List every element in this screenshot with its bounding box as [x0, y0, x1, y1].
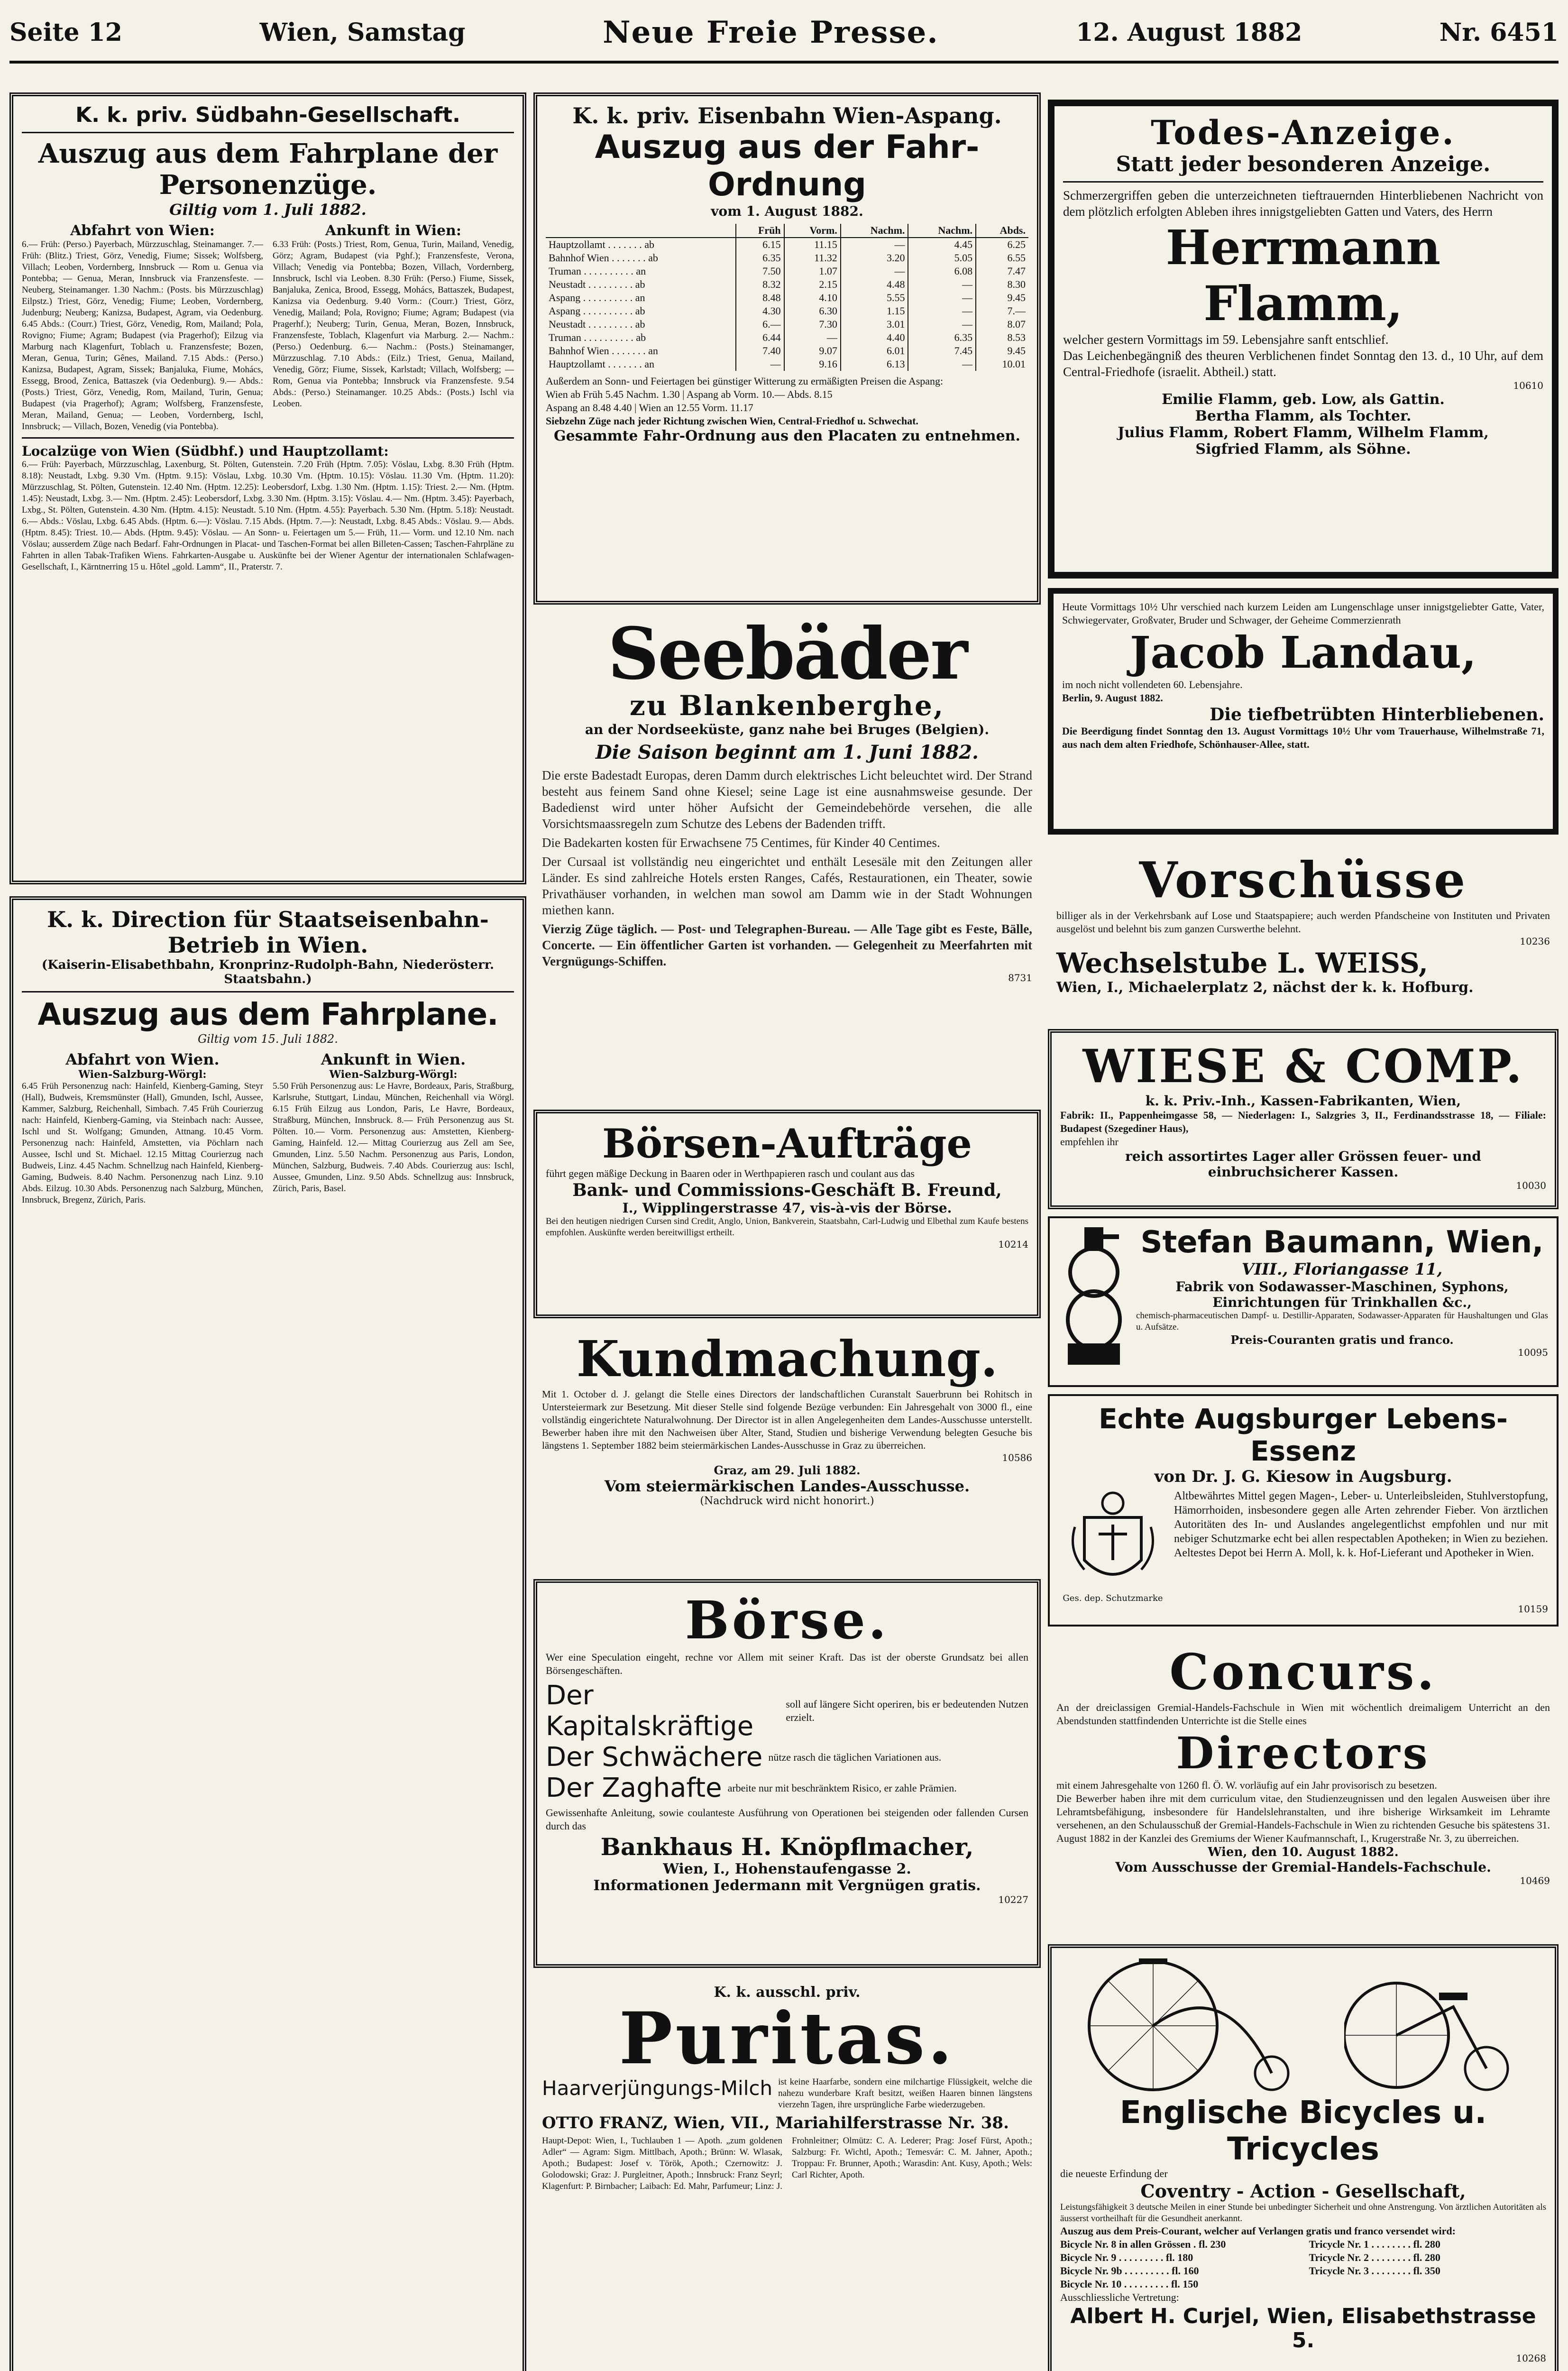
- boerse-ad: [533, 1579, 1041, 1968]
- aspang-col-header: Nachm.: [841, 224, 908, 238]
- boersen-auftraege-ad: [533, 1110, 1041, 1318]
- staatsbahn-arr-text: 5.50 Früh Personenzug aus: Le Havre, Bordeaux, Paris, Straßburg, Karlsruhe, Stuttgart, Lindau, München, Reichenhall via Wörgl. 6.15 Früh Eilzug aus London, Paris, Le Havre, Bordeaux, Straßburg, München, Innsbruck. 8.— Früh Personenzug aus St. Pölten. 10.— Vorm. Personenzug aus: Amstetten, Kienberg-Gaming, Hainfeld. 12.— Mittag Courierzug aus Zell am See, Gmunden, Linz. 5.50 Nachm. Personenzug aus Paris, London, München, Salzburg, Budweis. 7.40 Abds. Courierzug aus: Ischl, Aussee, Gmunden, Linz. 9.50 Abds. Schnellzug aus: Innsbruck, Zürich, Paris, Basel.: [273, 1081, 514, 1194]
- list-item: Bicycle Nr. 8 in allen Grössen . fl. 230: [1060, 2238, 1226, 2250]
- table-cell: 8.53: [976, 331, 1028, 344]
- table-cell: —: [841, 238, 908, 251]
- table-row: [546, 318, 1028, 331]
- concurs-p3: Die Bewerber haben ihre mit dem curriculum vitae, den Studienzeugnissen und den legalen Ausweisen über ihre Lehramtsbefähigung, insbesondere für Handelslehranstalten, und ihre bisherige Wirksamkeit im Lehramte versehenen, an den Schulausschuß der Gremial-Handels-Fachschule in Wien zu richtenden Gesuche bis spätestens 31. August 1882 in der Kanzlei des Gremiums der Wiener Kaufmannschaft, I., Krugerstraße Nr. 3, zu überreichen.: [1056, 1792, 1550, 1844]
- baumann-title: Stefan Baumann, Wien,: [1140, 1225, 1544, 1260]
- todes-s3: Julius Flamm, Robert Flamm, Wilhelm Flamm,: [1118, 424, 1489, 441]
- table-row: [546, 251, 1028, 265]
- vorschuesse-addr: Wien, I., Michaelerplatz 2, nächst der k. k. Hofburg.: [1056, 979, 1474, 996]
- seebaeder-p1: Die erste Badestadt Europas, deren Damm durch elektrisches Licht beleuchtet wird. Der Strand besteht aus feinem Sand ohne Kiesel; seine Lage ist eine ausnahmsweise gesunde. Der Badedienst wird unter höher Aufsicht der Gemeindebehörde versehen, die alle Vorsichtsmaassregeln zum Schutze des Lebens der Badenden trifft.: [542, 768, 1032, 831]
- table-cell: 6.30: [784, 304, 841, 318]
- todes-name: Herrmann Flamm,: [1165, 220, 1441, 331]
- concurs-sign: Vom Ausschusse der Gremial-Handels-Fachschule.: [1115, 1859, 1491, 1875]
- todes-s1: Emilie Flamm, geb. Low, als Gattin.: [1162, 391, 1445, 408]
- table-row: [546, 344, 1028, 358]
- list-item: Bicycle Nr. 9 . . . . . . . . . fl. 180: [1060, 2252, 1193, 2263]
- puritas-priv: K. k. ausschl. priv.: [714, 1984, 861, 2001]
- wiese-l2: Fabrik: II., Pappenheimgasse 58, — Niederlagen: I., Salzgries 3, II., Ferdinandsstrasse 18, — Filiale: Budapest (Szegediner Haus),: [1060, 1109, 1546, 1134]
- kiesow-by: von Dr. J. G. Kiesow in Augsburg.: [1154, 1467, 1452, 1486]
- table-cell: 7.47: [976, 265, 1028, 278]
- staatsbahn-arr-title: Ankunft in Wien.: [321, 1050, 466, 1068]
- boerse-num: 10227: [998, 1894, 1028, 1905]
- table-cell: 9.45: [976, 291, 1028, 304]
- kundmachung-ad: [533, 1323, 1041, 1570]
- kiesow-text: Altbewährtes Mittel gegen Magen-, Leber- u. Unterleibsleiden, Stuhlverstopfung, Hämorrhoiden, insbesondere gegen alle Arten zehrender Fieber. Von ärztlichen Autoritäten des In- und Auslandes angelegentlichst empfohlen und nur mit nebiger Schutzmarke echt bei allen respectablen Apotheken; in Wien zu beziehen. Aeltestes Depot bei Herrn A. Moll, k. k. Hof-Lieferant und Apotheker in Wien.: [1174, 1490, 1548, 1559]
- issue-number: Nr. 6451: [1439, 18, 1559, 47]
- table-cell: —: [908, 304, 976, 318]
- table-cell: —: [908, 318, 976, 331]
- kundmachung-sign2: Vom steiermärkischen Landes-Ausschusse.: [604, 1477, 970, 1495]
- vorschuesse-firm: Wechselstube L. WEISS,: [1056, 947, 1428, 979]
- boerse-k2t: nütze rasch die täglichen Variationen aus.: [768, 1751, 942, 1763]
- vorschuesse-text: billiger als in der Verkehrsbank auf Lose und Staatspapiere; auch werden Pfandscheine von Instituten und Privaten ausgelöst und belehnt bis zum ganzen Curswerthe belehnt.: [1056, 910, 1550, 935]
- kiesow-ad: [1048, 1394, 1559, 1627]
- table-cell: 11.32: [784, 251, 841, 265]
- tricycle-icon: [1344, 1955, 1524, 2094]
- suedbahn-company: K. k. priv. Südbahn-Gesellschaft.: [75, 103, 460, 127]
- table-cell: Bahnhof Wien . . . . . . . an: [549, 345, 658, 357]
- staatsbahn-dep-title: Abfahrt von Wien.: [65, 1050, 220, 1068]
- table-row: [546, 304, 1028, 318]
- baumann-l1: Fabrik von Sodawasser-Maschinen, Syphons, Einrichtungen für Trinkhallen &c.,: [1175, 1279, 1509, 1310]
- seebaeder-title: Seebäder: [607, 612, 967, 696]
- suedbahn-local-title: Localzüge von Wien (Südbhf.) und Hauptzollamt:: [22, 443, 389, 459]
- bicycles-agent-head: Ausschliessliche Vertretung:: [1060, 2291, 1179, 2303]
- suedbahn-local-text: 6.— Früh: Payerbach, Mürzzuschlag, Laxenburg, St. Pölten, Gutenstein. 7.20 Früh (Hptm. 7.05): Vöslau, Lxbg. 8.30 Früh (Hptm. 8.18): Neustadt, Lxbg. 9.30 Vm. (Hptm. 9.15): Vöslau, Lxbg. 10.30 Vm. (Hptm. 10.15): Vöslau. 11.30 Vm. (Hptm. 11.20): Mürzzuschlag, St. Pölten, Gutenstein. 12.40 Nm. (Hptm. 12.25): Leobersdorf, Lxbg. 1.30 Nm. (Hptm. 1.15): Triest. 2.— Nm. (Hptm. 1.45): Neustadt, Lxbg. 3.— Nm. (Hptm. 2.45): Leobersdorf, Lxbg. 3.30 Nm. (Hptm. 3.15): Vöslau. 4.— Nm. (Hptm. 3.45): Payerbach, Lxbg., St. Pölten, Gutenstein. 4.30 Nm. (Hptm. 4.15): Neustadt. 5.10 Nm. (Hptm. 4.55): Payerbach. 5.30 Nm. (Hptm. 5.18): Neustadt. 6.— Abds.: Vöslau, Lxbg. 6.45 Abds. (Hptm. 6.—): Vöslau. 7.15 Abds. (Hptm. 7.—): Neustadt, Lxbg. 8.45 Abds.: Vöslau. 9.— Abds. (Hptm. 8.45): Triest. 10.— Abds. (Hptm. 9.45): Vöslau. — An Sonn- u. Feiertagen um 5.— Früh, 11.— Vorm. und 12.10 Nm. nach Vöslau; ausserdem Züge nach Bedarf. Fahr-Ordnungen in Placat- und Taschen-Format bei allen Billeten-Cassen; Taschen-Fahrpläne zu Fahrten in allen Tabak-Trafiken Wiens. Fahrkarten-Ausgabe u. Auskünfte bei der Wiener Agentur der internationalen Schlafwagen-Gesellschaft, I., Kärntnerring 15 u. Hôtel „gold. Lamm“, II., Praterstr. 7.: [22, 459, 514, 572]
- suedbahn-arr-title: Ankunft in Wien:: [325, 222, 461, 239]
- column-left: [9, 66, 526, 2371]
- bicycles-text: Leistungsfähigkeit 3 deutsche Meilen in einer Stunde bei unbedingter Sicherheit und ohne Anstrengung. Von ärztlichen Autoritäten als äusserst vortheilhaft für die Gesundheit anerkannt.: [1060, 2202, 1546, 2224]
- baumann-num: 10095: [1518, 1347, 1548, 1358]
- todes-anzeige: [1048, 100, 1559, 579]
- boerse-k1: Der Kapitalskräftige: [546, 1680, 754, 1742]
- table-cell: —: [908, 291, 976, 304]
- table-cell: 5.55: [841, 291, 908, 304]
- vorschuesse-num: 10236: [1520, 936, 1550, 947]
- table-cell: Neustadt . . . . . . . . . ab: [549, 318, 645, 330]
- table-cell: 1.15: [841, 304, 908, 318]
- table-cell: Neustadt . . . . . . . . . ab: [549, 278, 645, 290]
- boerse-k3: Der Zaghafte: [546, 1773, 722, 1803]
- aspang-col-header: Früh: [736, 224, 784, 238]
- aspang-col-header: Nachm.: [908, 224, 976, 238]
- table-cell: 4.48: [841, 278, 908, 291]
- todes-num: 10610: [1513, 380, 1543, 391]
- seebaeder-ad: [533, 612, 1041, 1105]
- todes-p3: Das Leichenbegängniß des theuren Verblichenen findet Sonntag den 13. d., 10 Uhr, auf dem Central-Friedhofe (israelit. Abtheil.) statt.: [1063, 349, 1543, 379]
- table-cell: 6.55: [976, 251, 1028, 265]
- table-row: [546, 238, 1028, 251]
- aspang-note2: Wien ab Früh 5.45 Nachm. 1.30 | Aspang ab Vorm. 10.— Abds. 8.15: [546, 388, 833, 400]
- table-cell: —: [736, 358, 784, 371]
- landau-name: Jacob Landau,: [1130, 627, 1476, 678]
- todes-p2: welcher gestern Vormittags im 59. Lebensjahre sanft entschlief.: [1063, 332, 1389, 347]
- baumann-l3: Preis-Couranten gratis und franco.: [1230, 1333, 1454, 1347]
- boerse-k1t: soll auf längere Sicht operiren, bis er bedeutenden Nutzen erzielt.: [786, 1698, 1028, 1723]
- boerse-title: Börse.: [685, 1590, 889, 1651]
- todes-sub: Statt jeder besonderen Anzeige.: [1116, 152, 1491, 176]
- seebaeder-p4: Vierzig Züge täglich. — Post- und Telegraphen-Bureau. — Alle Tage gibt es Feste, Bälle, Concerte. — Ein öffentlicher Garten ist vorhanden. — Gelegenheit zu Meerfahrten mit Vergnügungs-Schiffen.: [542, 922, 1032, 968]
- table-cell: 6.35: [908, 331, 976, 344]
- table-cell: 6.01: [841, 344, 908, 358]
- table-cell: 7.40: [736, 344, 784, 358]
- boerse-k2: Der Schwächere: [546, 1742, 763, 1773]
- column-middle: [533, 66, 1041, 2371]
- concurs-num: 10469: [1520, 1875, 1550, 1886]
- column-right: [1048, 66, 1559, 2371]
- boerse-k3t: arbeite nur mit beschränktem Risico, er zahle Prämien.: [727, 1782, 957, 1794]
- bicycles-num: 10268: [1516, 2353, 1546, 2364]
- bicycles-ad: [1048, 1944, 1559, 2371]
- concurs-p2: mit einem Jahresgehalte von 1260 fl. Ö. W. vorläufig auf ein Jahr provisorisch zu besetzen.: [1056, 1779, 1437, 1791]
- table-cell: 10.01: [976, 358, 1028, 371]
- bicycles-title: Englische Bicycles u. Tricycles: [1119, 2094, 1487, 2167]
- table-cell: 7.45: [908, 344, 976, 358]
- coat-of-arms-icon: [1058, 1489, 1167, 1593]
- table-cell: —: [908, 358, 976, 371]
- kundmachung-num: 10586: [1002, 1452, 1032, 1463]
- puritas-text: ist keine Haarfarbe, sondern eine milchartige Flüssigkeit, welche die nahezu wunderbare Kraft besitzt, weißen Haaren binnen längstens vierzehn Tagen, ihre ursprüngliche Farbe wiederzugeben.: [778, 2077, 1032, 2110]
- staatsbahn-heading: K. k. Direction für Staatseisenbahn-Betrieb in Wien.: [47, 907, 489, 958]
- puritas-maker: OTTO FRANZ, Wien, VII., Mariahilferstrasse Nr. 38.: [542, 2114, 1009, 2132]
- table-cell: 8.32: [736, 278, 784, 291]
- seebaeder-season: Die Saison beginnt am 1. Juni 1882.: [596, 741, 979, 763]
- concurs-title: Concurs.: [1169, 1643, 1437, 1701]
- baumann-addr: VIII., Floriangasse 11,: [1241, 1260, 1443, 1279]
- table-cell: 7.—: [976, 304, 1028, 318]
- table-cell: 7.50: [736, 265, 784, 278]
- staatsbahn-line: Wien-Salzburg-Wörgl:: [78, 1068, 207, 1081]
- list-item: Bicycle Nr. 9b . . . . . . . . . fl. 160: [1060, 2265, 1199, 2277]
- table-row: [546, 291, 1028, 304]
- table-cell: —: [841, 265, 908, 278]
- aspang-col-station: [546, 224, 736, 238]
- table-cell: 4.40: [841, 331, 908, 344]
- page-header: [9, 4, 1559, 64]
- page-number: Seite 12: [9, 18, 122, 47]
- list-item: Bicycle Nr. 10 . . . . . . . . . fl. 150: [1060, 2278, 1199, 2290]
- table-cell: 7.30: [784, 318, 841, 331]
- boersen-l2: Bank- und Commissions-Geschäft B. Freund,: [572, 1180, 1002, 1200]
- bicycles-agent: Albert H. Curjel, Wien, Elisabethstrasse 5.: [1070, 2304, 1536, 2353]
- seebaeder-sub: zu Blankenberghe,: [629, 689, 945, 722]
- table-cell: 5.05: [908, 251, 976, 265]
- concurs-p1: An der dreiclassigen Gremial-Handels-Fachschule in Wien mit wöchentlich dreimaligem Unterricht an den Abendstunden stattfindenden Unterrichte ist die Stelle eines: [1056, 1701, 1550, 1727]
- baumann-l2: chemisch-pharmaceutischen Dampf- u. Destillir-Apparaten, Sodawasser-Apparaten für Haushaltungen und Glas u. Aufsätze.: [1136, 1311, 1548, 1332]
- landau-anzeige: [1048, 588, 1559, 835]
- table-cell: 6.—: [736, 318, 784, 331]
- wiese-l3: empfehlen ihr: [1060, 1136, 1119, 1148]
- table-cell: 3.20: [841, 251, 908, 265]
- table-cell: 6.44: [736, 331, 784, 344]
- kiesow-num: 10159: [1518, 1603, 1548, 1615]
- aspang-col-header: Vorm.: [784, 224, 841, 238]
- table-cell: 4.10: [784, 291, 841, 304]
- table-cell: 8.48: [736, 291, 784, 304]
- staatsbahn-title: Auszug aus dem Fahrplane.: [37, 997, 498, 1032]
- table-row: [546, 278, 1028, 291]
- landau-p4: Die tiefbetrübten Hinterbliebenen.: [1210, 705, 1544, 725]
- boerse-addr: Wien, I., Hohenstaufengasse 2.: [663, 1861, 911, 1877]
- table-cell: 4.30: [736, 304, 784, 318]
- staatsbahn-valid: Giltig vom 15. Juli 1882.: [198, 1032, 338, 1046]
- header-date: 12. August 1882: [1076, 18, 1302, 47]
- table-cell: 9.07: [784, 344, 841, 358]
- concurs-date: Wien, den 10. August 1882.: [1208, 1845, 1399, 1859]
- kundmachung-title: Kundmachung.: [576, 1330, 998, 1388]
- table-cell: Truman . . . . . . . . . . an: [549, 265, 646, 277]
- landau-p3: Berlin, 9. August 1882.: [1062, 692, 1163, 704]
- concurs-ad: [1048, 1636, 1559, 1935]
- boersen-l3: I., Wipplingerstrasse 47, vis-à-vis der Börse.: [622, 1200, 952, 1216]
- wiese-title: WIESE & COMP.: [1082, 1039, 1524, 1093]
- table-cell: 2.15: [784, 278, 841, 291]
- boerse-l1: Wer eine Speculation eingeht, rechne vor Allem mit seiner Kraft. Das ist der oberste Grundsatz bei allen Börsengeschäften.: [546, 1651, 1028, 1676]
- kiesow-mark: Ges. dep. Schutzmarke: [1063, 1593, 1163, 1603]
- header-place-day: Wien, Samstag: [259, 18, 466, 47]
- high-wheel-bicycle-icon: [1082, 1955, 1300, 2094]
- landau-p2: im noch nicht vollendeten 60. Lebensjahre.: [1062, 679, 1243, 690]
- suedbahn-dep-title: Abfahrt von Wien:: [70, 222, 215, 239]
- table-cell: 9.16: [784, 358, 841, 371]
- table-cell: —: [908, 278, 976, 291]
- boersen-l4: Bei den heutigen niedrigen Cursen sind Credit, Anglo, Union, Bankverein, Staatsbahn, Carl-Ludwig und Elbethal zum Kaufe bestens empfohlen. Auskünfte werden bereitwilligst ertheilt.: [546, 1216, 1028, 1238]
- table-cell: 9.45: [976, 344, 1028, 358]
- landau-p1: Heute Vormittags 10½ Uhr verschied nach kurzem Leiden am Lungenschlage unser innigstgeliebter Gatte, Vater, Schwiegervater, Großvater, Bruder und Schwager, der Geheime Commerzienrath: [1062, 601, 1544, 626]
- kiesow-title: Echte Augsburger Lebens-Essenz: [1099, 1403, 1508, 1467]
- aspang-ad: [533, 92, 1041, 605]
- suedbahn-arr-text: 6.33 Früh: (Posts.) Triest, Rom, Genua, Turin, Mailand, Venedig, Görz; Agram, Budapest (via Pghf.); Franzensfeste, Verona, Villach; Venedig via Pontebba; Bozen, Villach, Vordernberg, Innsbruck, Ischl via Leoben. 8.30 Früh: (Perso.) Fiume, Sissek, Banjaluka, Zenica, Brood, Essegg, Mohács, Battaszek, Budapest, Kanizsa via Oedenburg. 9.40 Vorm.: (Courr.) Triest, Görz, Venedig, Mailand; Pola, Rovigno; Fiume; Agram; Budapest (via Pragerhf.); Neuberg; Turin, Genua, Meran, Bozen, Innsbruck, Franzensfeste, Toblach, Klagenfurt via Marburg. 2.— Nachm.: (Perso.) Oedenburg. 6.— Nachm.: (Posts.) Steinamanger, Mürzzuschlag. 7.10 Abds.: (Eilz.) Triest, Genua, Mailand, Venedig, Görz; Fiume, Sissek, Karlstadt; Villach, Wolfsberg; — Rom, Genua via Pontebba; Innsbruck via Franzensfeste. 9.54 Abds.: (Perso.) Steinamanger. 10.25 Abds.: (Posts.) Ischl via Leoben.: [273, 239, 514, 409]
- table-row: [546, 358, 1028, 371]
- wiese-l1: k. k. Priv.-Inh., Kassen-Fabrikanten, Wien,: [1145, 1093, 1461, 1109]
- landau-p5: Die Beerdigung findet Sonntag den 13. August Vormittags 10½ Uhr vom Trauerhause, Wilhelmstraße 71, aus nach dem alten Friedhofe, Schönhauser-Allee, statt.: [1062, 725, 1544, 750]
- table-cell: 4.45: [908, 238, 976, 251]
- table-cell: 6.08: [908, 265, 976, 278]
- newspaper-title: Neue Freie Presse.: [603, 14, 939, 50]
- puritas-depots: Haupt-Depot: Wien, I., Tuchlauben 1 — Apoth. „zum goldenen Adler“ — Agram: Sigm. Mittlbach, Apoth.; Brünn: W. Wlasak, Apoth.; Budapest: Josef v. Török, Apoth.; Czernowitz: J. Golodowski; Graz: J. Purgleitner, Apoth.; Innsbruck: Franz Seyrl; Klagenfurt: P. Birnbacher; Laibach: Ed. Mahr, Parfumeur; Linz: J. Frohnleitner; Olmütz: C. A. Lederer; Prag: Josef Fürst, Apoth.; Salzburg: Fr. Wichtl, Apoth.; Temesvár: C. M. Jahner, Apoth.; Troppau: Fr. Brunner, Apoth.; Warasdin: Ant. Kusy, Apoth.; Wels: Carl Richter, Apoth.: [542, 2136, 1032, 2191]
- kundmachung-text: Mit 1. October d. J. gelangt die Stelle eines Directors der landschaftlichen Curanstalt Sauerbrunn bei Rohitsch in Untersteiermark zur Besetzung. Mit dieser Stelle sind folgende Bezüge verbunden: Ein Jahresgehalt von 3000 fl., eine vollständig eingerichtete Naturalwohnung. Der Director ist in allen Angelegenheiten dem Landes-Ausschusse unterstellt. Bewerber haben ihre mit den Nachweisen über Alter, Stand, Studien und bisherige Verwendung belegten Gesuche bis längstens 1. September 1882 beim steiermärkischen Landes-Ausschusse in Graz zu überreichen.: [542, 1388, 1032, 1451]
- boersen-title: Börsen-Aufträge: [602, 1120, 972, 1167]
- table-row: [546, 265, 1028, 278]
- boerse-info: Informationen Jedermann mit Vergnügen gratis.: [593, 1877, 981, 1894]
- boerse-bank: Bankhaus H. Knöpflmacher,: [600, 1833, 974, 1861]
- aspang-note3: Aspang an 8.48 4.40 | Wien an 12.55 Vorm. 11.17: [546, 402, 753, 414]
- aspang-col-header: Abds.: [976, 224, 1028, 238]
- todes-p1: Schmerzergriffen geben die unterzeichneten tieftrauernden Hinterbliebenen Nachricht von dem plötzlich erfolgten Ableben ihres innigstgeliebten Gatten und Vaters, des Herrn: [1063, 188, 1543, 219]
- table-cell: Aspang . . . . . . . . . . ab: [549, 305, 645, 317]
- baumann-ad: [1048, 1216, 1559, 1387]
- bicycles-sub: die neueste Erfindung der: [1060, 2168, 1168, 2179]
- staatsbahn-ad: [9, 896, 526, 2371]
- seebaeder-p2: Die Badekarten kosten für Erwachsene 75 Centimes, für Kinder 40 Centimes.: [542, 836, 940, 850]
- table-cell: 8.30: [976, 278, 1028, 291]
- price-list: [1060, 2238, 1546, 2291]
- aspang-heading: K. k. priv. Eisenbahn Wien-Aspang.: [572, 103, 1002, 129]
- table-cell: 6.35: [736, 251, 784, 265]
- aspang-note4: Siebzehn Züge nach jeder Richtung zwischen Wien, Central-Friedhof u. Schwechat.: [546, 415, 918, 427]
- kundmachung-sign3: (Nachdruck wird nicht honorirt.): [700, 1495, 874, 1507]
- staatsbahn-line-arr: Wien-Salzburg-Wörgl:: [329, 1068, 458, 1081]
- todes-s4: Sigfried Flamm, als Söhne.: [1195, 441, 1411, 458]
- aspang-note5: Gesammte Fahr-Ordnung aus den Placaten zu entnehmen.: [554, 428, 1020, 444]
- suedbahn-valid: Giltig vom 1. Juli 1882.: [169, 201, 367, 219]
- aspang-valid: vom 1. August 1882.: [711, 203, 863, 219]
- table-cell: Truman . . . . . . . . . . ab: [549, 331, 646, 343]
- puritas-ad: [533, 1977, 1041, 2371]
- bicycles-price-head: Auszug aus dem Preis-Courant, welcher auf Verlangen gratis und franco versendet wird:: [1060, 2225, 1456, 2237]
- wiese-l4: reich assortirtes Lager aller Grössen feuer- und einbruchsicherer Kassen.: [1125, 1149, 1481, 1180]
- vorschuesse-title: Vorschüsse: [1139, 851, 1467, 909]
- aspang-title: Auszug aus der Fahr-Ordnung: [595, 129, 980, 203]
- vorschuesse-ad: [1048, 844, 1559, 1020]
- table-cell: 8.07: [976, 318, 1028, 331]
- list-item: Tricycle Nr. 3 . . . . . . . . fl. 350: [1309, 2265, 1440, 2277]
- table-cell: Hauptzollamt . . . . . . . ab: [549, 239, 655, 250]
- aspang-timetable: [546, 224, 1028, 371]
- puritas-title: Puritas.: [619, 1997, 955, 2080]
- suedbahn-dep-text: 6.— Früh: (Perso.) Payerbach, Mürzzuschlag, Steinamanger. 7.— Früh: (Blitz.) Triest, Görz, Venedig, Fiume; Sissek; Wolfsberg, Villach; Leoben, Vordernberg, Innsbruck — Rom u. Genua via Pontebba; — Genua, Meran, Innsbruck via Franzensfeste. — Neuberg, Steinamanger. 1.30 Nachm.: (Posts. bis Mürzzuschlag) Eilpstz.) Triest, Görz, Venedig; Fiume; Leoben, Vordernberg, Judenburg; Neuberg; Kanizsa, Budapest, Agram, via Oedenburg. 6.45 Abds.: (Courr.) Triest, Görz, Venedig, Rom, Mailand; Pola, Rovigno; Fiume; Agram; Budapest (via Pragerhof); Eilzug via Marburg nach Klagenfurt, Toblach u. Franzensfeste; Bozen, Meran, Genua, Turin; Gênes, Mailand. 7.15 Abds.: (Perso.) Kanizsa, Budapest, Agram, Sissek; Banjaluka, Fiume, Mohács, Essegg, Brood, Zenica, Battaszek (via Oedenburg). 9.— Abds.: (Posts.) Triest, Görz, Venedig, Rom, Mailand, Turin, Genua; Budapest (via Pragerhof); Agram; Wolfsberg, Franzensfeste, Meran, Mailand, Genua; — Leoben, Vordernberg, Ischl, Innsbruck; — Villach, Bozen, Venedig (via Pontebba).: [22, 239, 263, 432]
- table-cell: 6.25: [976, 238, 1028, 251]
- suedbahn-ad: [9, 92, 526, 884]
- table-cell: 11.15: [784, 238, 841, 251]
- kundmachung-sign1: Graz, am 29. Juli 1882.: [714, 1463, 861, 1477]
- suedbahn-heading: Auszug aus dem Fahrplane der Personenzüge.: [38, 138, 498, 201]
- list-item: Tricycle Nr. 1 . . . . . . . . fl. 280: [1309, 2238, 1440, 2250]
- table-cell: 6.13: [841, 358, 908, 371]
- table-cell: Bahnhof Wien . . . . . . . ab: [549, 252, 658, 264]
- table-cell: —: [784, 331, 841, 344]
- table-cell: 3.01: [841, 318, 908, 331]
- seebaeder-num: 8731: [1008, 972, 1032, 983]
- table-cell: Hauptzollamt . . . . . . . an: [549, 358, 655, 370]
- aspang-note1: Außerdem an Sonn- und Feiertagen bei günstiger Witterung zu ermäßigten Preisen die Aspang:: [546, 375, 944, 387]
- wiese-ad: [1048, 1029, 1559, 1209]
- bicycles-co: Coventry - Action - Gesellschaft,: [1140, 2180, 1466, 2202]
- staatsbahn-dep-text: 6.45 Früh Personenzug nach: Hainfeld, Kienberg-Gaming, Steyr (Hall), Budweis, Kremsmünster (Hall), Gmunden, Ischl, Aussee, Kammer, Salzburg, Reichenhall, Simbach. 7.45 Früh Courierzug nach: Hainfeld, Kienberg-Gaming, via Steinbach nach: Aussee, Ischl und St. Wolfgang; Gmunden, Attnang. 10.45 Vorm. Personenzug nach: Hainfeld, Amstetten, via Pöchlarn nach Aussee, Ischl und St. Michael. 12.15 Mittag Courierzug nach Budweis, Linz. 4.45 Nachm. Schnellzug nach Hainfeld, Kienberg-Gaming, Budweis. 8.40 Nachm. Personenzug nach Linz. 9.10 Abds. Eilzug. 10.30 Abds. Personenzug nach Salzburg, München, Innsbruck, Bregenz, Zürich, Paris.: [22, 1081, 263, 1205]
- boersen-num: 10214: [998, 1239, 1028, 1250]
- puritas-sub: Haarverjüngungs-Milch: [542, 2077, 773, 2100]
- concurs-directors: Directors: [1176, 1728, 1430, 1779]
- boerse-l2: Gewissenhafte Anleitung, sowie coulanteste Ausführung von Operationen bei steigenden oder fallenden Cursen durch das: [546, 1807, 1028, 1832]
- todes-title: Todes-Anzeige.: [1151, 113, 1456, 152]
- siphon-bottle-icon: [1058, 1225, 1129, 1367]
- seebaeder-sub2: an der Nordseeküste, ganz nahe bei Bruges (Belgien).: [585, 722, 990, 737]
- todes-s2: Bertha Flamm, als Tochter.: [1195, 408, 1412, 424]
- seebaeder-p3: Der Cursaal ist vollständig neu eingerichtet und enthält Lesesäle mit den Zeitungen aller Länder. Es sind zahlreiche Hotels ersten Ranges, Cafés, Restaurationen, ein Theater, sowie Privathäuser vorhanden, in welchen man sowol am Damm wie in der Stadt Wohnungen miethen kann.: [542, 855, 1032, 917]
- table-cell: Aspang . . . . . . . . . . an: [549, 292, 645, 303]
- table-row: [546, 331, 1028, 344]
- table-cell: 1.07: [784, 265, 841, 278]
- list-item: Tricycle Nr. 2 . . . . . . . . fl. 280: [1309, 2252, 1440, 2263]
- boersen-l1: führt gegen mäßige Deckung in Baaren oder in Werthpapieren rasch und coulant aus das: [546, 1167, 915, 1179]
- wiese-num: 10030: [1516, 1180, 1546, 1191]
- staatsbahn-sub: (Kaiserin-Elisabethbahn, Kronprinz-Rudolph-Bahn, Niederösterr. Staatsbahn.): [41, 958, 495, 986]
- table-cell: 6.15: [736, 238, 784, 251]
